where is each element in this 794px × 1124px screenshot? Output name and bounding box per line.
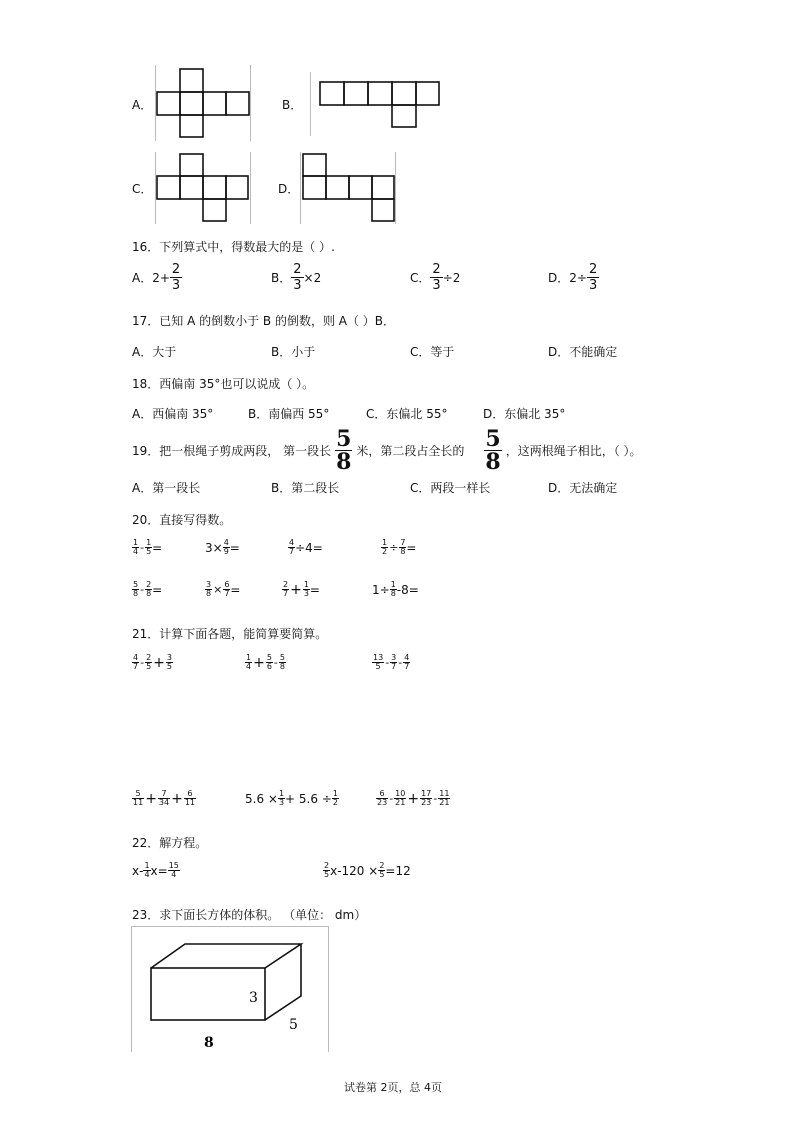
option-label: C． <box>410 271 431 285</box>
q21-expr-2: $\frac{1}{4}$ + $\frac{5}{6}$ - $\frac{5}{8}$ <box>246 653 285 671</box>
q21-expr-4: $\frac{5}{11}$ + $\frac{7}{34}$ + $\frac{6}{11}$ <box>133 789 196 807</box>
expression-text: 2+ <box>152 270 170 285</box>
stem-text: ，这两根绳子相比，（ ）。 <box>505 444 642 458</box>
q17-option-c: C．等于 <box>410 345 455 359</box>
q16-option-a <box>132 262 182 293</box>
q18-option-d: D．东偏北 35° <box>483 407 566 421</box>
q19-option-d: D．无法确定 <box>548 481 618 495</box>
q17-option-b: B．小于 <box>271 345 316 359</box>
cuboid-figure <box>131 926 329 1052</box>
stem-text: 19．把一根绳子剪成两段， 第一段长 <box>132 444 332 458</box>
fraction: $\frac{5}{8}$ <box>336 426 352 475</box>
fraction: $\frac{2}{3}$ <box>588 262 598 293</box>
q23-stem: 23．求下面长方体的体积。 （单位： dm） <box>132 908 367 922</box>
q17-stem: 17．已知 A 的倒数小于 B 的倒数，则 A（ ）B． <box>132 314 396 328</box>
q16-option-b <box>271 262 321 293</box>
q22-equation-1: x- $\frac{1}{4}$ x= $\frac{15}{4}$ <box>132 861 179 879</box>
q20-expr-5: $\frac{5}{8}$ - $\frac{2}{8}$ = <box>133 580 163 598</box>
expression-text: ÷2 <box>442 270 461 285</box>
option-c-label: C． <box>132 182 153 196</box>
option-label: B． <box>271 271 292 285</box>
q17-option-a: A．大于 <box>132 345 177 359</box>
q21-expr-3: $\frac{13}{5}$ - $\frac{3}{7}$ - $\frac{4}{7}$ <box>373 653 410 671</box>
q20-stem: 20．直接写得数。 <box>132 513 232 527</box>
length-label: 8 <box>204 1035 214 1051</box>
q18-option-c: C．东偏北 55° <box>366 407 448 421</box>
fraction: $\frac{2}{3}$ <box>432 262 441 293</box>
expression-text: 2÷ <box>569 270 587 285</box>
expression-text: ×2 <box>303 270 322 285</box>
net-figure-d <box>300 152 396 224</box>
option-d-label: D． <box>278 182 300 196</box>
q19-option-c: C．两段一样长 <box>410 481 491 495</box>
q16-stem: 16．下列算式中，得数最大的是（ ）. <box>132 240 335 254</box>
stem-text: 米，第二段占全长的 <box>356 444 465 458</box>
q18-option-b: B．南偏西 55° <box>248 407 330 421</box>
option-label: A． <box>132 271 153 285</box>
q20-expr-2: 3× $\frac{4}{9}$ = <box>205 538 240 556</box>
net-figure-b <box>310 72 450 136</box>
net-figure-c <box>155 152 251 224</box>
q20-expr-3: $\frac{4}{7}$ ÷4= <box>289 538 323 556</box>
q22-stem: 22．解方程。 <box>132 836 208 850</box>
height-label: 3 <box>249 990 258 1006</box>
q22-equation-2: $\frac{2}{5}$ x-120 × $\frac{2}{5}$ =12 <box>324 861 411 879</box>
page-footer: 试卷第 2页，总 4页 <box>344 1081 442 1094</box>
q16-option-c <box>410 262 460 293</box>
q21-expr-5: 5.6 × $\frac{1}{3}$ + 5.6 ÷ $\frac{1}{2}$ <box>245 789 338 807</box>
q21-stem: 21．计算下面各题，能简算要简算。 <box>132 627 328 641</box>
net-figure-a <box>155 65 251 141</box>
q20-expr-1: $\frac{1}{4}$ - $\frac{1}{5}$ = <box>133 538 163 556</box>
q20-expr-4: $\frac{1}{2}$ ÷ $\frac{7}{8}$ = <box>382 538 417 556</box>
q20-expr-6: $\frac{3}{8}$ × $\frac{6}{7}$ = <box>206 580 241 598</box>
q21-expr-6: $\frac{6}{23}$ - $\frac{10}{21}$ + $\frac{17}{23}$ - $\frac{11}{21}$ <box>377 789 450 807</box>
q20-expr-7: $\frac{2}{7}$ + $\frac{1}{3}$ = <box>283 580 320 598</box>
q19-stem <box>132 428 642 473</box>
option-label: D． <box>548 271 570 285</box>
q21-expr-1: $\frac{4}{7}$ - $\frac{2}{5}$ + $\frac{3}{5}$ <box>133 653 172 671</box>
q19-option-a: A．第一段长 <box>132 481 201 495</box>
option-a-label: A． <box>132 98 153 112</box>
q20-expr-8: 1÷ $\frac{1}{8}$ -8= <box>372 580 419 598</box>
fraction: $\frac{2}{3}$ <box>171 262 181 293</box>
q17-option-d: D．不能确定 <box>548 345 618 359</box>
q16-option-d <box>548 262 599 293</box>
option-b-label: B． <box>282 98 303 112</box>
fraction: $\frac{5}{8}$ <box>485 426 501 475</box>
q18-option-a: A．西偏南 35° <box>132 407 214 421</box>
width-label: 5 <box>289 1017 298 1033</box>
q18-stem: 18．西偏南 35°也可以说成（ ）。 <box>132 377 315 391</box>
q19-option-b: B．第二段长 <box>271 481 340 495</box>
fraction: $\frac{2}{3}$ <box>293 262 302 293</box>
